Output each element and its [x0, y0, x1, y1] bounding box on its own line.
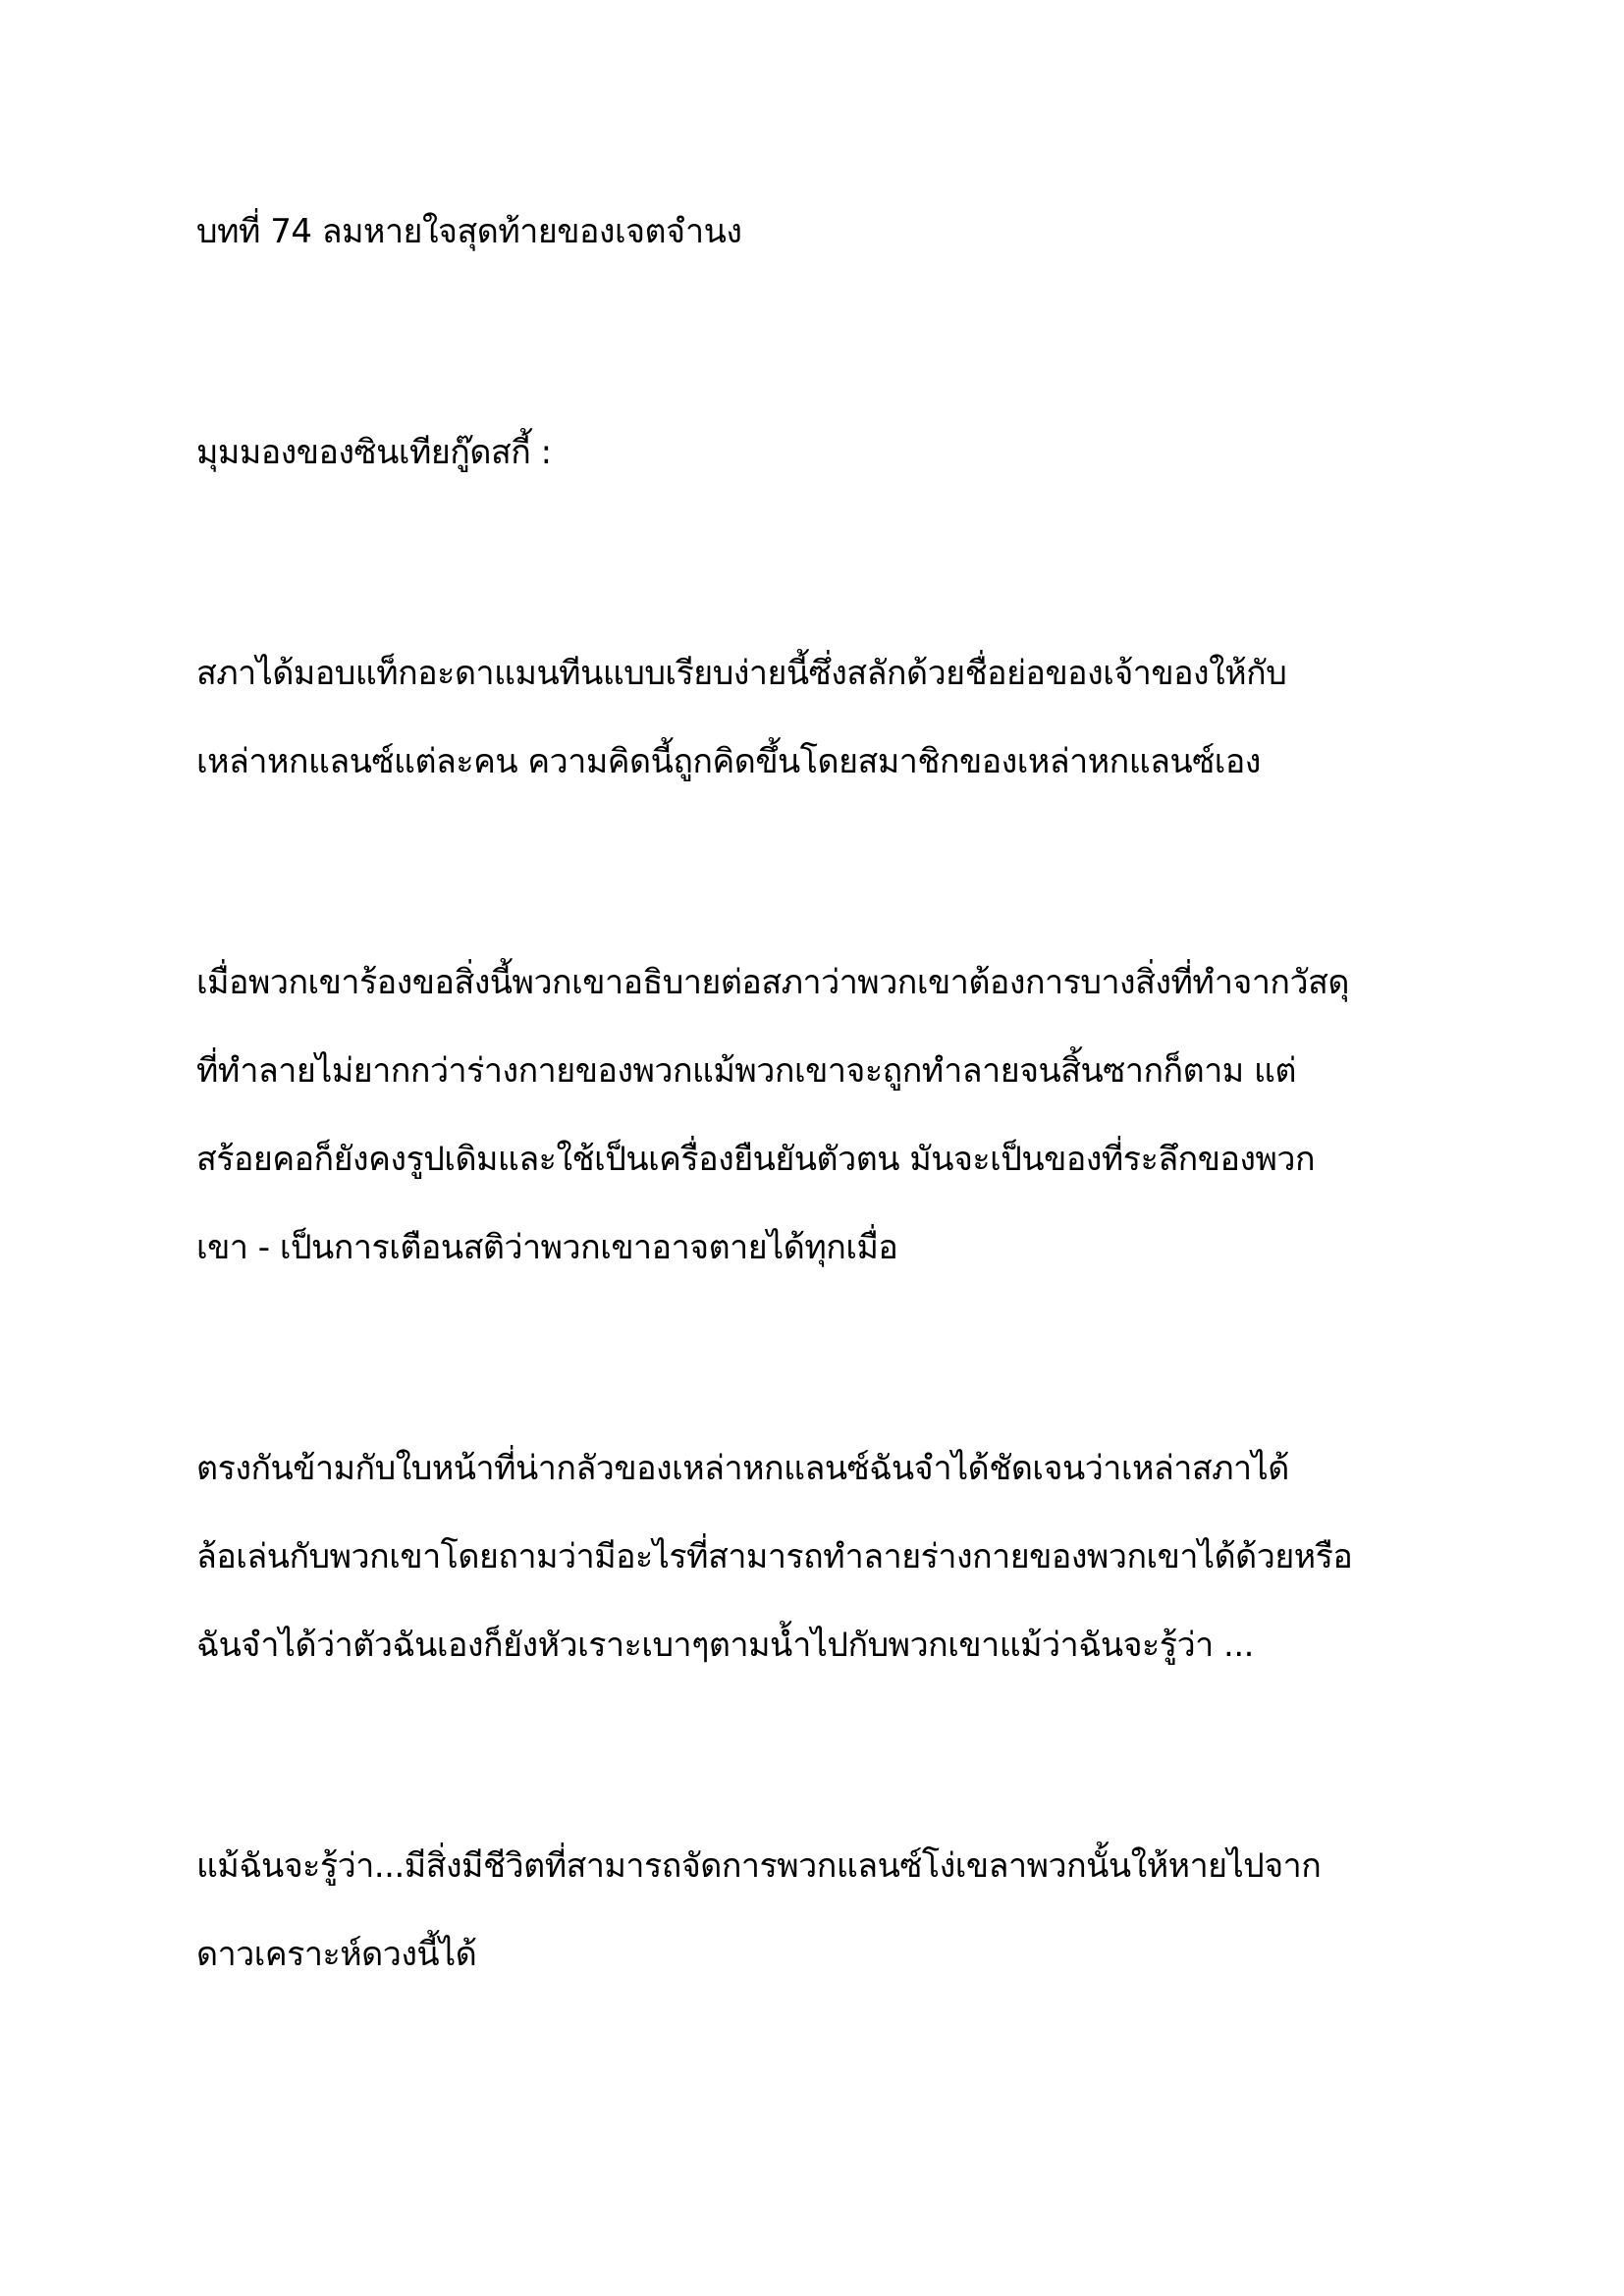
chapter-heading: บทที่ 74 ลมหายใจสุดท้ายของเจตจำนง — [196, 212, 742, 251]
pov-line: มุมมองของซินเทียกู๊ดสกี้ : — [196, 433, 552, 472]
paragraph-4-line-2: ดาวเคราะห์ดวงนี้ได้ — [196, 1935, 477, 1974]
paragraph-3-line-3: ฉันจำได้ว่าตัวฉันเองก็ยังหัวเราะเบาๆตามน้ำไปกับพวกเขาแม้ว่าฉันจะรู้ว่า ... — [196, 1626, 1254, 1665]
paragraph-3-line-2: ล้อเล่นกับพวกเขาโดยถามว่ามีอะไรที่สามารถทำลายร่างกายของพวกเขาได้ด้วยหรือ — [196, 1537, 1353, 1576]
paragraph-2-line-4: เขา - เป็นการเตือนสติว่าพวกเขาอาจตายได้ทุกเมื่อ — [196, 1228, 898, 1267]
paragraph-2-line-2: ที่ทำลายไม่ยากกว่าร่างกายของพวกแม้พวกเขาจะถูกทำลายจนสิ้นซากก็ตาม แต่ — [196, 1051, 1297, 1091]
paragraph-1-line-1: สภาได้มอบแท็กอะดาแมนทีนแบบเรียบง่ายนี้ซึ่งสลักด้วยชื่อย่อของเจ้าของให้กับ — [196, 654, 1287, 693]
paragraph-3-line-1: ตรงกันข้ามกับใบหน้าที่น่ากลัวของเหล่าหกแลนซ์ฉันจำได้ชัดเจนว่าเหล่าสภาได้ — [196, 1449, 1289, 1488]
paragraph-1-line-2: เหล่าหกแลนซ์แต่ละคน ความคิดนี้ถูกคิดขึ้นโดยสมาชิกของเหล่าหกแลนซ์เอง — [196, 742, 1261, 781]
paragraph-2-line-3: สร้อยคอก็ยังคงรูปเดิมและใช้เป็นเครื่องยืนยันตัวตน มันจะเป็นของที่ระลึกของพวก — [196, 1140, 1316, 1179]
paragraph-2-line-1: เมื่อพวกเขาร้องขอสิ่งนี้พวกเขาอธิบายต่อสภาว่าพวกเขาต้องการบางสิ่งที่ทำจากวัสดุ — [196, 963, 1349, 1002]
paragraph-4-line-1: แม้ฉันจะรู้ว่า...มีสิ่งมีชีวิตที่สามารถจัดการพวกแลนซ์โง่เขลาพวกนั้นให้หายไปจาก — [196, 1846, 1322, 1886]
